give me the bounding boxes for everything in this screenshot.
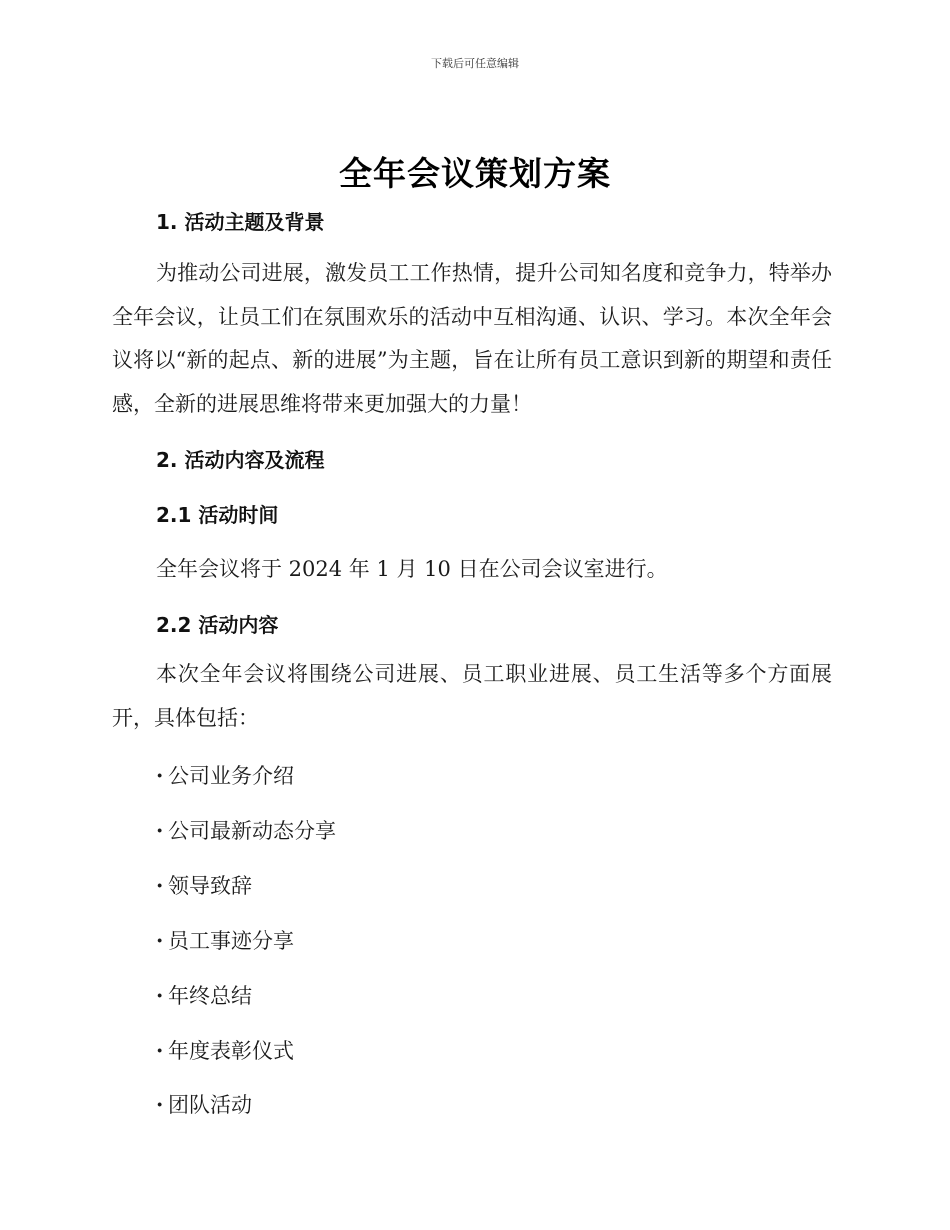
list-item-text: 年终总结 [168,984,252,1008]
list-item [156,980,252,1010]
list-item-text: 领导致辞 [168,874,252,898]
document-title: 全年会议策划方案 [339,154,611,193]
list-item-text: 团队活动 [168,1093,252,1117]
list-item-text: 公司最新动态分享 [168,819,336,843]
list-item [156,870,252,900]
list-item-text: 员工事迹分享 [168,929,294,953]
section-1-heading: 1. 活动主题及背景 [156,210,325,234]
list-item-text: 公司业务介绍 [168,764,294,788]
section-2-heading: 2. 活动内容及流程 [156,448,325,472]
bullet-dot: · [156,1038,164,1063]
bullet-dot: · [156,928,164,953]
section-2-2-paragraph: 本次全年会议将围绕公司进展、员工职业进展、员工生活等多个方面展开，具体包括： [112,662,832,730]
section-2-2-heading: 2.2 活动内容 [156,613,279,637]
list-item [156,1035,294,1065]
list-item [156,760,294,790]
section-1-paragraph: 为推动公司进展，激发员工工作热情，提升公司知名度和竞争力，特举办全年会议，让员工们在氛围欢乐的活动中互相沟通、认识、学习。本次全年会议将以“新的起点、新的进展”为主题，旨在让所有员工意识到新的期望和责任感，全新的进展思维将带来更加强大的力量！ [112,261,832,416]
list-item [156,1089,252,1119]
section-2-1-heading: 2.1 活动时间 [156,503,279,527]
section-2-1-text: 全年会议将于 2024 年 1 月 10 日在公司会议室进行。 [156,557,668,581]
bullet-dot: · [156,763,164,788]
bullet-dot: · [156,983,164,1008]
list-item [156,925,294,955]
list-item [156,815,336,845]
bullet-dot: · [156,873,164,898]
bullet-dot: · [156,818,164,843]
bullet-dot: · [156,1092,164,1117]
list-item-text: 年度表彰仪式 [168,1039,294,1063]
header-note: 下载后可任意编辑 [431,57,519,70]
